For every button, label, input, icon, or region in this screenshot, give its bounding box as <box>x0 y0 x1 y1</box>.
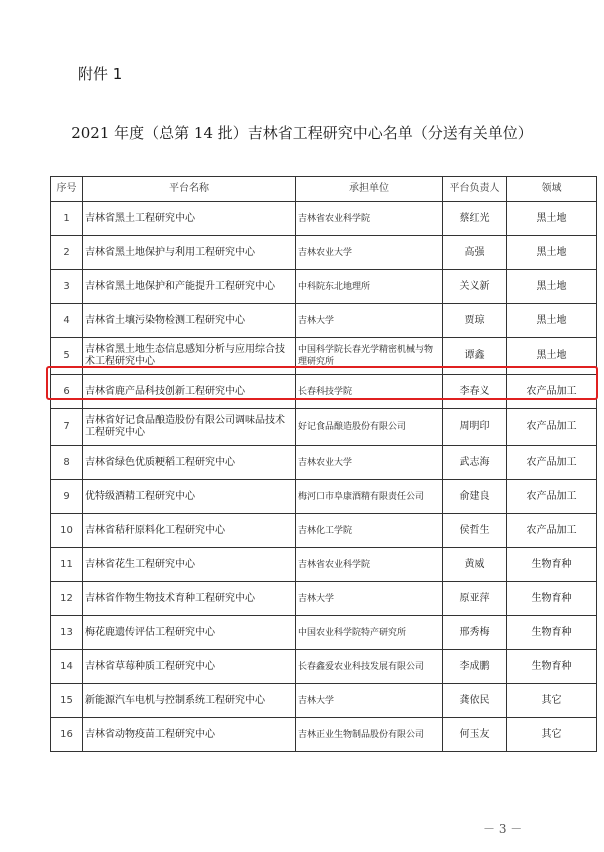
row-index: 11 <box>51 548 83 582</box>
leader-name: 李成鹏 <box>443 650 507 684</box>
header-organization: 承担单位 <box>296 177 443 202</box>
field-name: 生物育种 <box>507 548 597 582</box>
page-number: － 3 － <box>483 822 523 836</box>
organization: 吉林省农业科学院 <box>296 548 443 582</box>
table-row <box>51 616 597 650</box>
row-index: 6 <box>51 375 83 409</box>
platform-name: 吉林省绿色优质粳稻工程研究中心 <box>83 446 296 480</box>
leader-name: 龚依民 <box>443 684 507 718</box>
field-name: 生物育种 <box>507 650 597 684</box>
field-name: 农产品加工 <box>507 409 597 446</box>
field-name: 黑土地 <box>507 304 597 338</box>
row-index: 9 <box>51 480 83 514</box>
leader-name: 何玉友 <box>443 718 507 752</box>
platform-name: 吉林省好记食品酿造股份有限公司调味品技术工程研究中心 <box>83 409 296 446</box>
platform-name: 吉林省鹿产品科技创新工程研究中心 <box>83 375 296 409</box>
table-row <box>51 650 597 684</box>
field-name: 农产品加工 <box>507 514 597 548</box>
leader-name: 武志海 <box>443 446 507 480</box>
table-row <box>51 446 597 480</box>
table-row <box>51 202 597 236</box>
platform-name: 吉林省作物生物技术育种工程研究中心 <box>83 582 296 616</box>
table-row <box>51 480 597 514</box>
field-name: 其它 <box>507 684 597 718</box>
row-index: 5 <box>51 338 83 375</box>
table-row <box>51 548 597 582</box>
row-index: 10 <box>51 514 83 548</box>
document-title: 2021 年度（总第 14 批）吉林省工程研究中心名单（分送有关单位） <box>71 124 533 142</box>
platform-name: 吉林省黑土地保护与利用工程研究中心 <box>83 236 296 270</box>
row-index: 3 <box>51 270 83 304</box>
row-index: 2 <box>51 236 83 270</box>
leader-name: 侯哲生 <box>443 514 507 548</box>
field-name: 其它 <box>507 718 597 752</box>
leader-name: 黄威 <box>443 548 507 582</box>
center-list-table <box>50 176 597 752</box>
platform-name: 吉林省花生工程研究中心 <box>83 548 296 582</box>
organization: 吉林大学 <box>296 582 443 616</box>
table-row <box>51 409 597 446</box>
platform-name: 梅花鹿遗传评估工程研究中心 <box>83 616 296 650</box>
platform-name: 优特级酒精工程研究中心 <box>83 480 296 514</box>
leader-name: 俞建良 <box>443 480 507 514</box>
platform-name: 吉林省草莓种质工程研究中心 <box>83 650 296 684</box>
field-name: 农产品加工 <box>507 480 597 514</box>
row-index: 7 <box>51 409 83 446</box>
platform-name: 吉林省黑土地生态信息感知分析与应用综合技术工程研究中心 <box>83 338 296 375</box>
header-platform-name: 平台名称 <box>83 177 296 202</box>
table-row <box>51 270 597 304</box>
row-index: 8 <box>51 446 83 480</box>
platform-name: 新能源汽车电机与控制系统工程研究中心 <box>83 684 296 718</box>
organization: 好记食品酿造股份有限公司 <box>296 409 443 446</box>
organization: 中国农业科学院特产研究所 <box>296 616 443 650</box>
organization: 中科院东北地理所 <box>296 270 443 304</box>
leader-name: 蔡红光 <box>443 202 507 236</box>
header-index: 序号 <box>51 177 83 202</box>
table-row <box>51 514 597 548</box>
field-name: 农产品加工 <box>507 375 597 409</box>
organization: 吉林化工学院 <box>296 514 443 548</box>
field-name: 黑土地 <box>507 236 597 270</box>
row-index: 12 <box>51 582 83 616</box>
organization: 吉林省农业科学院 <box>296 202 443 236</box>
row-index: 1 <box>51 202 83 236</box>
platform-name: 吉林省动物疫苗工程研究中心 <box>83 718 296 752</box>
row-index: 15 <box>51 684 83 718</box>
organization: 吉林大学 <box>296 684 443 718</box>
attachment-label: 附件 1 <box>78 65 123 83</box>
field-name: 黑土地 <box>507 270 597 304</box>
organization: 吉林农业大学 <box>296 236 443 270</box>
organization: 梅河口市阜康酒精有限责任公司 <box>296 480 443 514</box>
organization: 吉林正业生物制品股份有限公司 <box>296 718 443 752</box>
row-highlight-box <box>46 366 598 400</box>
row-index: 14 <box>51 650 83 684</box>
row-index: 16 <box>51 718 83 752</box>
platform-name: 吉林省黑土地保护和产能提升工程研究中心 <box>83 270 296 304</box>
leader-name: 李春义 <box>443 375 507 409</box>
leader-name: 关义新 <box>443 270 507 304</box>
platform-name: 吉林省秸秆原料化工程研究中心 <box>83 514 296 548</box>
leader-name: 贾琼 <box>443 304 507 338</box>
leader-name: 邢秀梅 <box>443 616 507 650</box>
field-name: 生物育种 <box>507 616 597 650</box>
organization: 长春鑫爱农业科技发展有限公司 <box>296 650 443 684</box>
organization: 中国科学院长春光学精密机械与物理研究所 <box>296 338 443 375</box>
platform-name: 吉林省黑土工程研究中心 <box>83 202 296 236</box>
table-row <box>51 718 597 752</box>
table-row <box>51 304 597 338</box>
table-header-row <box>51 177 597 202</box>
table-row <box>51 684 597 718</box>
leader-name: 原亚萍 <box>443 582 507 616</box>
field-name: 黑土地 <box>507 338 597 375</box>
organization: 长春科技学院 <box>296 375 443 409</box>
field-name: 生物育种 <box>507 582 597 616</box>
table-row <box>51 582 597 616</box>
row-index: 13 <box>51 616 83 650</box>
leader-name: 高强 <box>443 236 507 270</box>
row-index: 4 <box>51 304 83 338</box>
leader-name: 谭鑫 <box>443 338 507 375</box>
platform-name: 吉林省土壤污染物检测工程研究中心 <box>83 304 296 338</box>
leader-name: 周明印 <box>443 409 507 446</box>
organization: 吉林大学 <box>296 304 443 338</box>
table-row <box>51 236 597 270</box>
organization: 吉林农业大学 <box>296 446 443 480</box>
field-name: 农产品加工 <box>507 446 597 480</box>
header-leader: 平台负责人 <box>443 177 507 202</box>
header-field: 领域 <box>507 177 597 202</box>
field-name: 黑土地 <box>507 202 597 236</box>
